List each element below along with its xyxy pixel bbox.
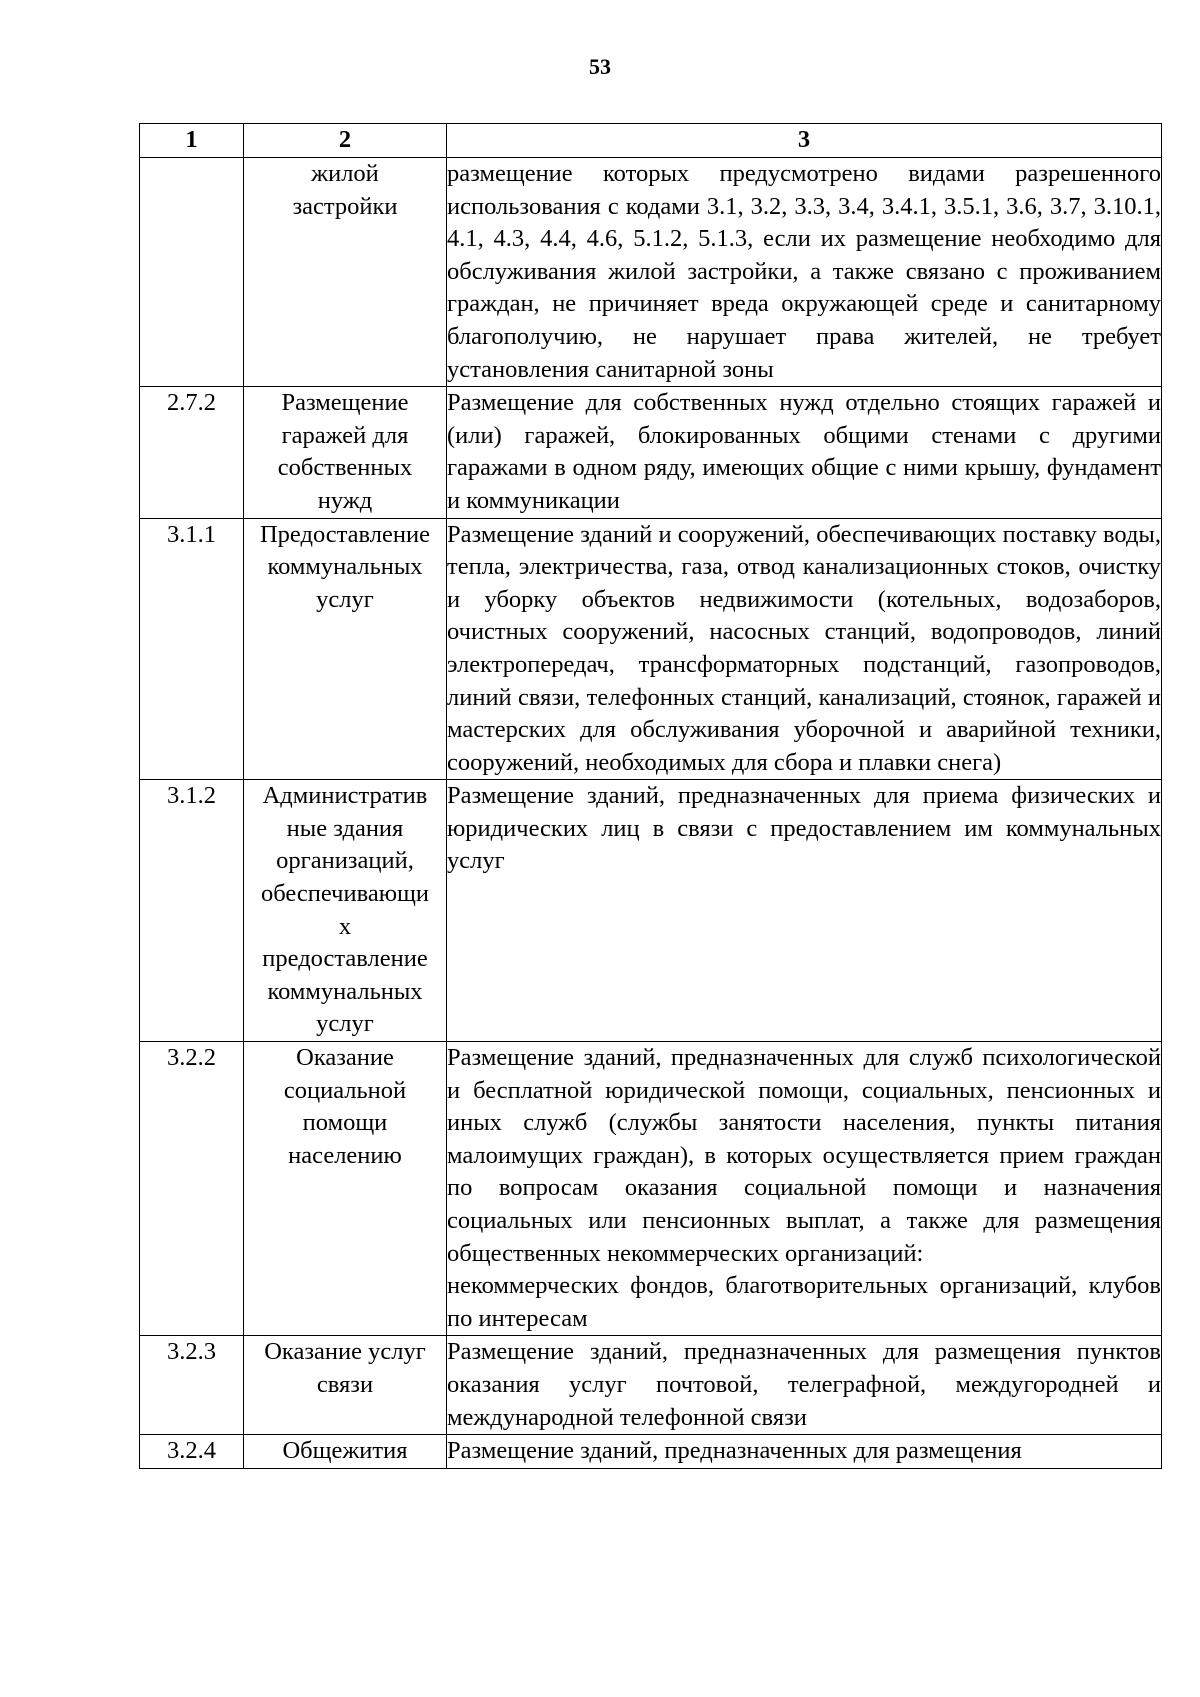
- row-name-line: Общежития: [282, 1437, 408, 1465]
- table-header: [140, 124, 1162, 158]
- row-code: 2.7.2: [140, 387, 244, 518]
- row-code: 3.1.1: [140, 518, 244, 780]
- row-name-line: услуг: [316, 1010, 374, 1038]
- row-description: [447, 158, 1162, 387]
- row-description-paragraph: Размещение зданий, предназначенных для приема физических и юридических лиц в связи с предоставлением им коммунальных услуг: [447, 782, 1161, 875]
- table-row: [140, 780, 1162, 1042]
- row-name-line: х: [338, 912, 352, 940]
- row-code: 3.2.2: [140, 1042, 244, 1336]
- row-name-line: ные здания: [286, 814, 404, 842]
- row-name-line: социальной: [283, 1076, 407, 1104]
- row-name-line: предоставление: [262, 945, 428, 973]
- table-row: [140, 158, 1162, 387]
- row-description-paragraph: Размещение зданий, предназначенных для размещения: [447, 1437, 1022, 1465]
- row-description: [447, 1435, 1162, 1469]
- row-name-line: гаражей для: [281, 421, 409, 449]
- row-name-line: услуг: [316, 585, 374, 613]
- row-description: [447, 518, 1162, 780]
- table-row: [140, 387, 1162, 518]
- row-name: [244, 158, 447, 387]
- row-name: [244, 1435, 447, 1469]
- row-name-line: связи: [316, 1370, 374, 1398]
- header-col-3: 3: [447, 124, 1162, 158]
- row-description-paragraph: размещение которых предусмотрено видами разрешенного использования с кодами 3.1, 3.2, 3.3, 3.4, 3.4.1, 3.5.1, 3.6, 3.7, 3.10.1, 4.1, 4.3, 4.4, 4.6, 5.1.2, 5.1.3, если их размещение необходимо для обслуживания жилой застройки, а также связано с проживанием граждан, не причиняет вреда окружающей среде и санитарному благополучию, не нарушает права жителей, не требует установления санитарной зоны: [447, 160, 1161, 383]
- row-description: [447, 1042, 1162, 1336]
- row-description-paragraph: некоммерческих фондов, благотворительных организаций, клубов по интересам: [447, 1272, 1161, 1332]
- row-name-line: Оказание услуг: [264, 1338, 426, 1366]
- land-use-table: [139, 123, 1162, 1469]
- row-name: [244, 780, 447, 1042]
- row-description-paragraph: Размещение зданий, предназначенных для служб психологической и бесплатной юридической помощи, социальных, пенсионных и иных служб (службы занятости населения, пункты питания малоимущих граждан), в которых осуществляется прием граждан по вопросам оказания социальной помощи и назначения социальных или пенсионных выплат, а также для размещения общественных некоммерческих организаций:: [447, 1044, 1161, 1267]
- row-name-line: Размещение: [281, 389, 409, 417]
- row-name-line: Предоставление: [259, 520, 431, 548]
- row-description: [447, 387, 1162, 518]
- row-code: 3.2.3: [140, 1336, 244, 1435]
- header-row: [140, 124, 1162, 158]
- row-description: [447, 780, 1162, 1042]
- table-body: [140, 158, 1162, 1469]
- row-name-line: жилой: [311, 160, 379, 187]
- row-name-line: помощи: [302, 1109, 388, 1137]
- row-name-line: застройки: [292, 192, 398, 220]
- table-row: [140, 1435, 1162, 1469]
- row-name-line: нужд: [317, 486, 373, 514]
- row-name-line: обеспечивающи: [261, 880, 429, 908]
- row-name-line: коммунальных: [267, 977, 423, 1005]
- table-row: [140, 1336, 1162, 1435]
- row-name-line: Административ: [262, 782, 428, 810]
- row-code: 3.1.2: [140, 780, 244, 1042]
- row-name-line: собственных: [277, 454, 413, 482]
- table-row: [140, 1042, 1162, 1336]
- header-col-1: 1: [140, 124, 244, 158]
- row-code: 3.2.4: [140, 1435, 244, 1469]
- row-name-line: Оказание: [296, 1044, 394, 1072]
- header-col-2: 2: [244, 124, 447, 158]
- table-row: [140, 518, 1162, 780]
- row-description-paragraph: Размещение зданий и сооружений, обеспечивающих поставку воды, тепла, электричества, газа, отвод канализационных стоков, очистку и уборку объектов недвижимости (котельных, водозаборов, очистных сооружений, насосных станций, водопроводов, линий электропередач, трансформаторных подстанций, газопроводов, линий связи, телефонных станций, канализаций, стоянок, гаражей и мастерских для обслуживания уборочной и аварийной техники, сооружений, необходимых для сбора и плавки снега): [447, 520, 1161, 776]
- page-number: 53: [589, 54, 611, 79]
- row-name-line: коммунальных: [267, 553, 423, 581]
- row-name-line: населению: [288, 1141, 402, 1169]
- row-name: [244, 387, 447, 518]
- row-name: [244, 1042, 447, 1336]
- row-description: [447, 1336, 1162, 1435]
- row-description-paragraph: Размещение для собственных нужд отдельно стоящих гаражей и (или) гаражей, блокированных общими стенами с другими гаражами в одном ряду, имеющих общие с ними крышу, фундамент и коммуникации: [447, 389, 1161, 514]
- row-name: [244, 1336, 447, 1435]
- row-code: [140, 158, 244, 387]
- row-description-paragraph: Размещение зданий, предназначенных для размещения пунктов оказания услуг почтовой, телеграфной, междугородней и международной телефонной связи: [447, 1338, 1161, 1431]
- row-name-line: организаций,: [276, 847, 414, 875]
- row-name: [244, 518, 447, 780]
